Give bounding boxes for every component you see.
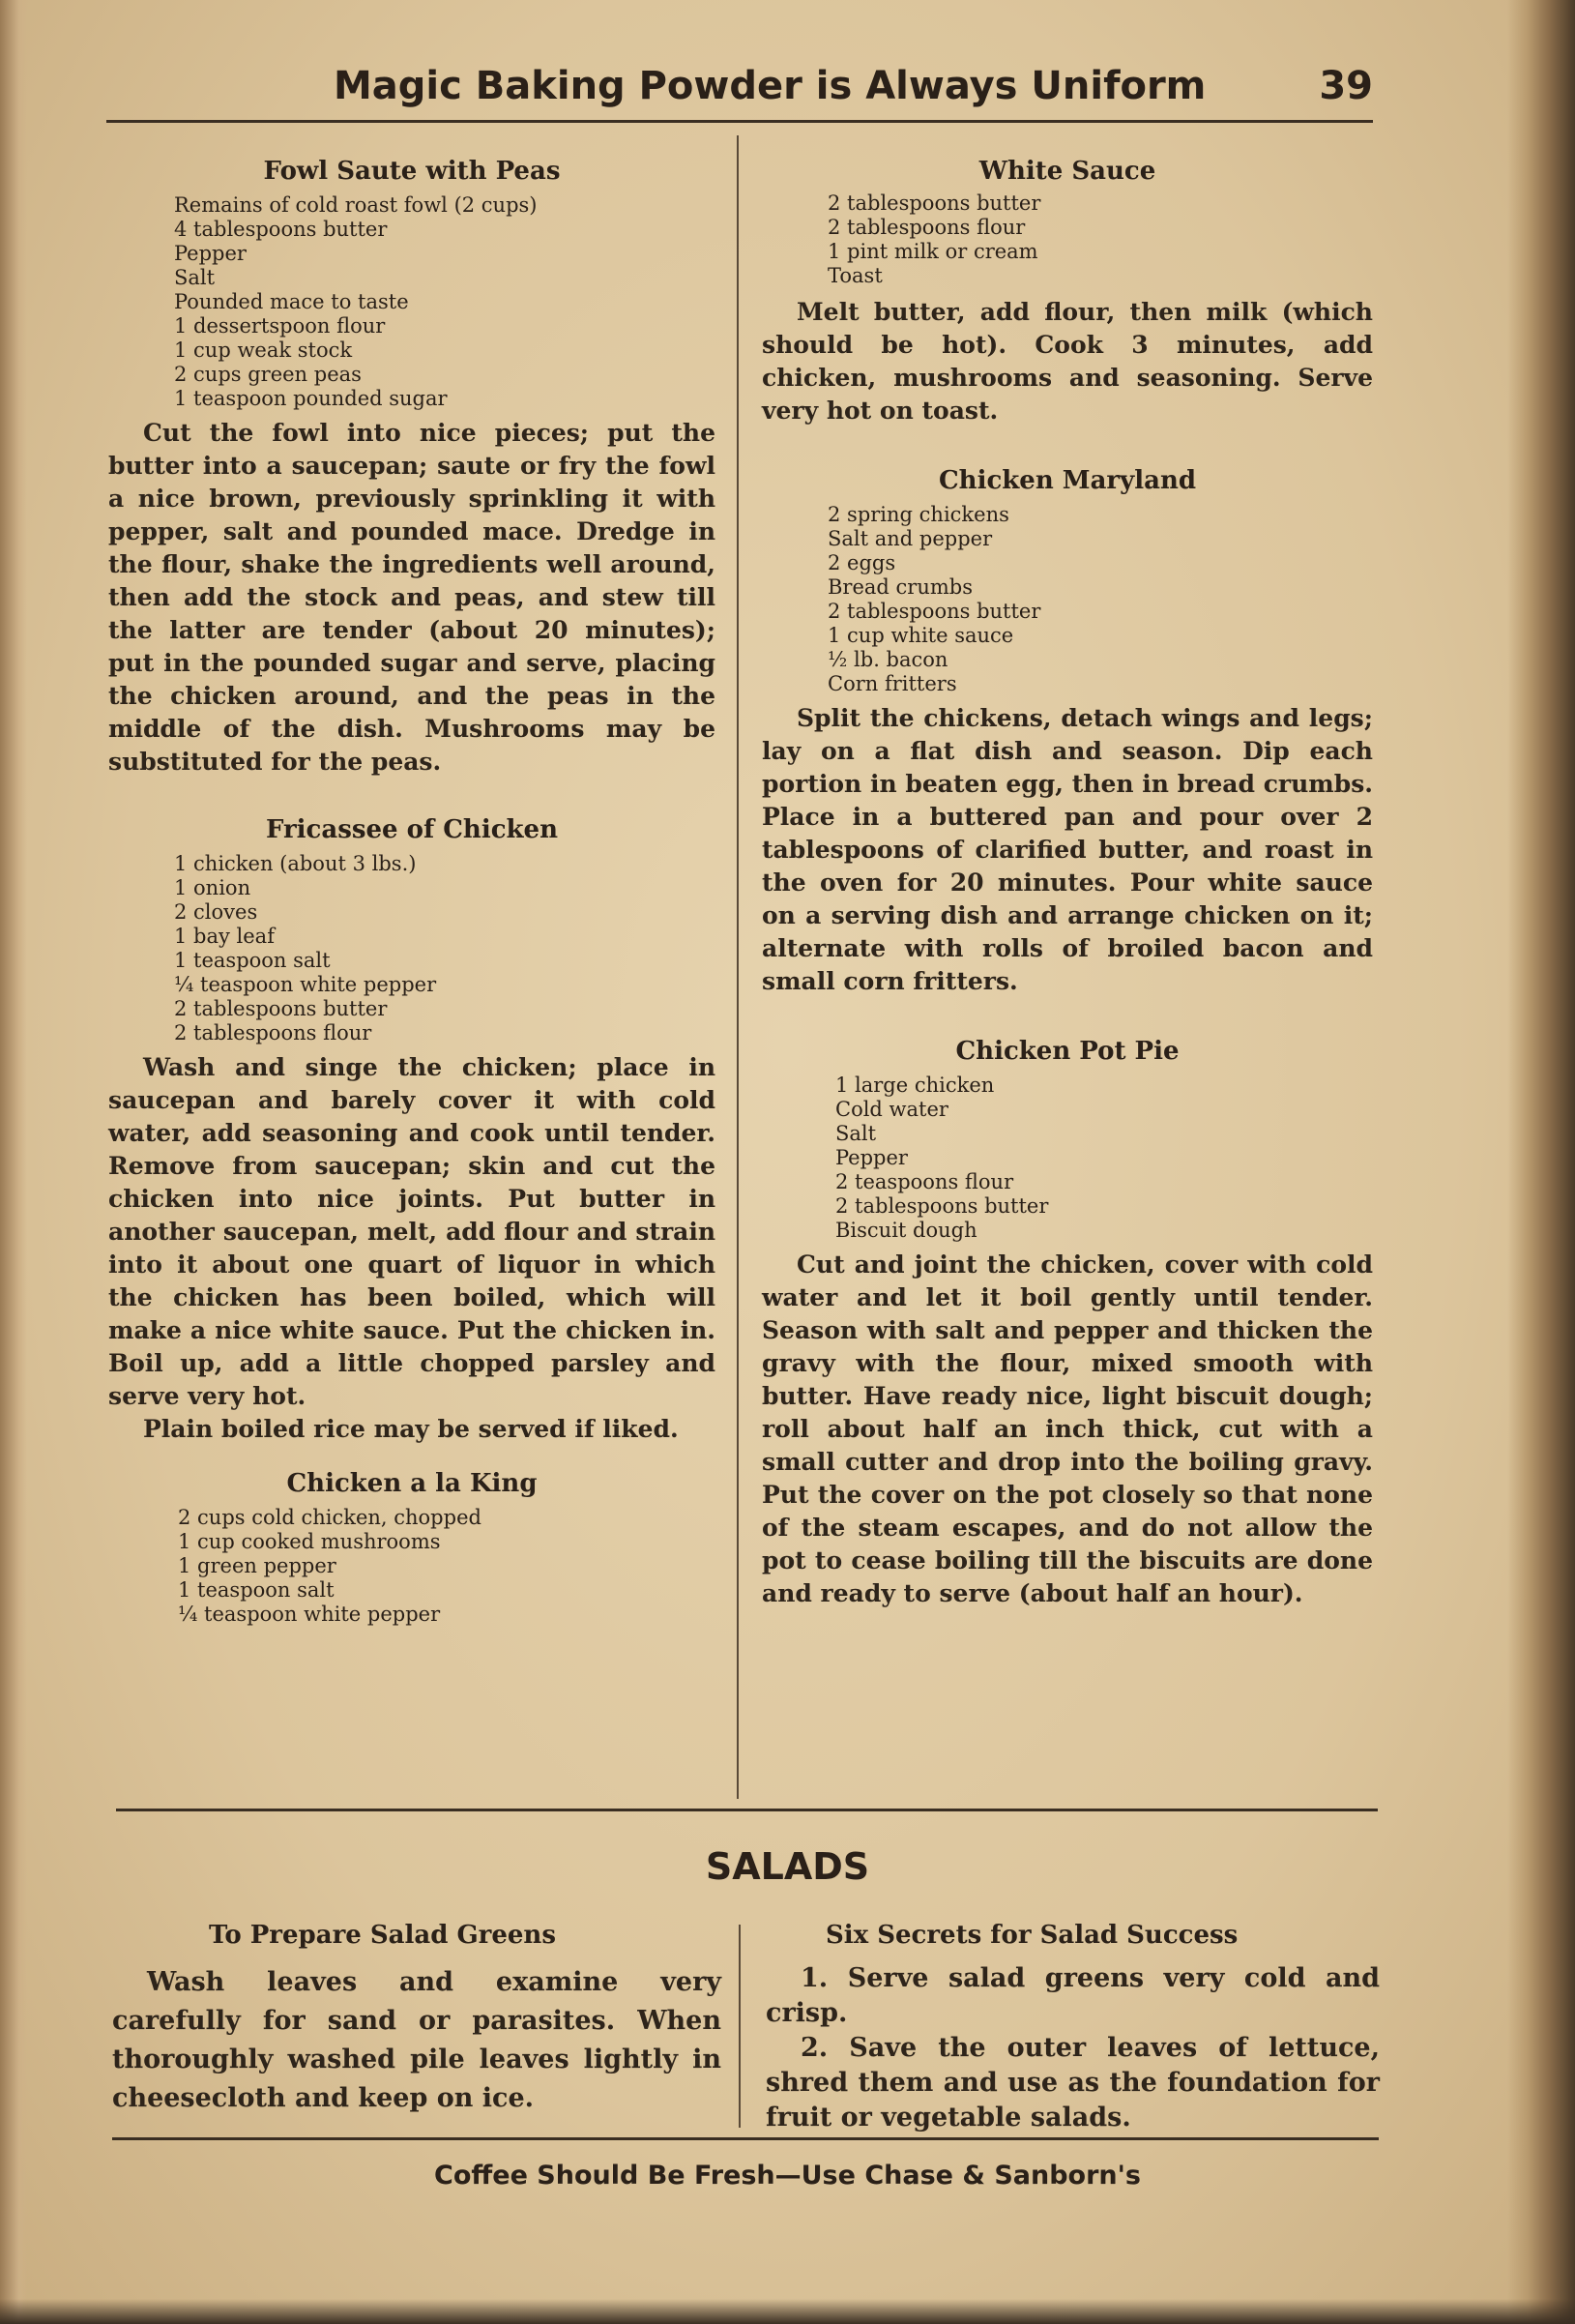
directions-pot-pie: Cut and joint the chicken, cover with cold water and let it boil gently until tender. Season with salt and pepper and thicken the gravy with the flour, mixed smooth with butter. Have ready nice, light biscuit dough; roll about half an inch thick, cut with a small cutter and drop into the boiling gravy. Put the cover on the pot closely so that none of the steam escapes, and do not allow the pot to cease boiling till the biscuits are done and ready to serve (about half an hour). <box>762 1250 1373 1607</box>
salad-secret-item-1: 1. Serve salad greens very cold and crisp. <box>766 1963 1380 2028</box>
ingredient-item: Salt and pepper <box>828 527 993 550</box>
page-header <box>106 64 1373 122</box>
ingredient-item: Salt <box>835 1122 877 1145</box>
ingredient-item: 1 dessertspoon flour <box>174 314 386 338</box>
ingredient-item: 1 teaspoon salt <box>178 1578 335 1602</box>
ingredients-fricassee <box>108 852 715 1045</box>
ingredient-item: Pepper <box>174 242 247 265</box>
recipe-title-fowl-saute: Fowl Saute with Peas <box>263 157 561 186</box>
recipe-title-a-la-king: Chicken a la King <box>286 1469 538 1498</box>
ingredients-pot-pie <box>762 1074 1373 1243</box>
ingredient-item: ½ lb. bacon <box>828 648 948 671</box>
salads-top-rule <box>116 1809 1378 1811</box>
ingredient-item: ¼ teaspoon white pepper <box>178 1603 441 1626</box>
recipe-title-pot-pie: Chicken Pot Pie <box>955 1037 1180 1066</box>
ingredient-item: Corn fritters <box>828 672 957 695</box>
directions-maryland: Split the chickens, detach wings and legs; lay on a flat dish and season. Dip each portion in beaten egg, then in bread crumbs. Place in a buttered pan and pour over 2 tablespoons of clarified butter, and roast in the oven for 20 minutes. Pour white sauce on a serving dish and arrange chicken on it; alternate with rolls of broiled bacon and small corn fritters. <box>762 704 1373 995</box>
ingredient-item: 4 tablespoons butter <box>174 218 388 241</box>
page-number: 39 <box>1319 64 1373 108</box>
ingredient-item: Biscuit dough <box>835 1219 977 1242</box>
ingredient-item: Remains of cold roast fowl (2 cups) <box>174 193 538 217</box>
ingredient-item: 1 pint milk or cream <box>828 240 1038 263</box>
left-column <box>108 157 715 1627</box>
ingredient-item: Pounded mace to taste <box>174 290 409 313</box>
ingredient-item: 2 cups cold chicken, chopped <box>178 1506 481 1529</box>
ingredient-item: 1 cup cooked mushrooms <box>178 1530 441 1553</box>
salad-greens-section <box>112 1921 721 2118</box>
ingredient-item: 2 cloves <box>174 900 258 924</box>
page-bottom-shadow <box>0 2299 1575 2324</box>
ingredient-item: 2 teaspoons flour <box>835 1170 1014 1193</box>
ingredient-item: 1 large chicken <box>835 1074 995 1097</box>
ingredient-item: 1 green pepper <box>178 1554 336 1577</box>
ingredient-item: 1 teaspoon pounded sugar <box>174 387 448 410</box>
ingredient-item: 2 tablespoons butter <box>828 600 1041 623</box>
ingredient-item: 1 teaspoon salt <box>174 949 331 972</box>
ingredient-item: 2 tablespoons butter <box>828 191 1041 215</box>
recipe-title-fricassee: Fricassee of Chicken <box>265 815 558 844</box>
page-right-binding <box>1507 0 1575 2324</box>
recipe-title-maryland: Chicken Maryland <box>938 466 1197 495</box>
directions-fricassee: Wash and singe the chicken; place in saucepan and barely cover it with cold water, add seasoning and cook until tender. Remove from saucepan; skin and cut the chicken into nice joints. Put butter in another saucepan, melt, add flour and strain into it about one quart of liquor in which the chicken has been boiled, which will make a nice white sauce. Put the chicken in. Boil up, add a little chopped parsley and serve very hot. <box>108 1053 715 1410</box>
ingredient-item: 2 tablespoons butter <box>174 997 388 1020</box>
ingredient-item: ¼ teaspoon white pepper <box>174 973 437 996</box>
ingredients-a-la-king <box>108 1506 715 1627</box>
ingredient-item: Pepper <box>835 1146 908 1169</box>
footer-advertisement: Coffee Should Be Fresh—Use Chase & Sanborn's <box>434 2161 1141 2191</box>
ingredient-item: Toast <box>828 264 883 287</box>
salad-greens-text: Wash leaves and examine very carefully for sand or parasites. When thoroughly washed pile leaves lightly in cheesecloth and keep on ice. <box>112 1967 721 2113</box>
note-fricassee: Plain boiled rice may be served if liked. <box>143 1415 679 1443</box>
ingredient-item: 2 tablespoons butter <box>835 1194 1049 1218</box>
ingredient-item: 1 cup weak stock <box>174 338 353 362</box>
ingredients-white-sauce <box>762 191 1373 288</box>
right-column <box>762 157 1373 1610</box>
directions-fowl-saute: Cut the fowl into nice pieces; put the butter into a saucepan; saute or fry the fowl a nice brown, previously sprinkling it with pepper, salt and pounded mace. Dredge in the flour, shake the ingredients well around, then add the stock and peas, and stew till the latter are tender (about 20 minutes); put in the pounded sugar and serve, placing the chicken around, and the peas in the middle of the dish. Mushrooms may be substituted for the peas. <box>108 419 715 776</box>
ingredient-item: Bread crumbs <box>828 575 973 599</box>
page-left-shadow <box>0 0 27 2324</box>
ingredient-item: 2 tablespoons flour <box>174 1021 372 1044</box>
ingredient-item: 2 eggs <box>828 551 896 574</box>
recipe-title-white-sauce: White Sauce <box>978 157 1156 186</box>
running-header: Magic Baking Powder is Always Uniform <box>334 64 1207 108</box>
header-rule <box>106 120 1373 123</box>
ingredient-item: 1 cup white sauce <box>828 624 1014 647</box>
directions-white-sauce: Melt butter, add flour, then milk (which should be hot). Cook 3 minutes, add chicken, mushrooms and seasoning. Serve very hot on toast. <box>762 298 1373 425</box>
salad-secrets-section <box>766 1921 1380 2135</box>
ingredient-item: 1 onion <box>174 876 251 899</box>
salad-greens-title: To Prepare Salad Greens <box>209 1921 556 1950</box>
ingredient-item: 2 cups green peas <box>174 363 362 386</box>
footer-rule <box>112 2137 1379 2140</box>
ingredient-item: Salt <box>174 266 216 289</box>
section-title-salads: SALADS <box>705 1845 870 1888</box>
ingredient-item: 1 chicken (about 3 lbs.) <box>174 852 417 875</box>
salad-secrets-title: Six Secrets for Salad Success <box>826 1921 1239 1950</box>
ingredient-item: 1 bay leaf <box>174 925 275 948</box>
ingredient-item: Cold water <box>835 1098 948 1121</box>
salads-column-divider <box>739 1925 741 2128</box>
column-divider <box>737 135 739 1799</box>
ingredients-maryland <box>762 503 1373 696</box>
salad-secret-item-2: 2. Save the outer leaves of lettuce, shred them and use as the foundation for fruit or vegetable salads. <box>766 2033 1380 2133</box>
ingredient-item: 2 spring chickens <box>828 503 1009 526</box>
ingredients-fowl-saute <box>108 193 715 411</box>
ingredient-item: 2 tablespoons flour <box>828 216 1026 239</box>
